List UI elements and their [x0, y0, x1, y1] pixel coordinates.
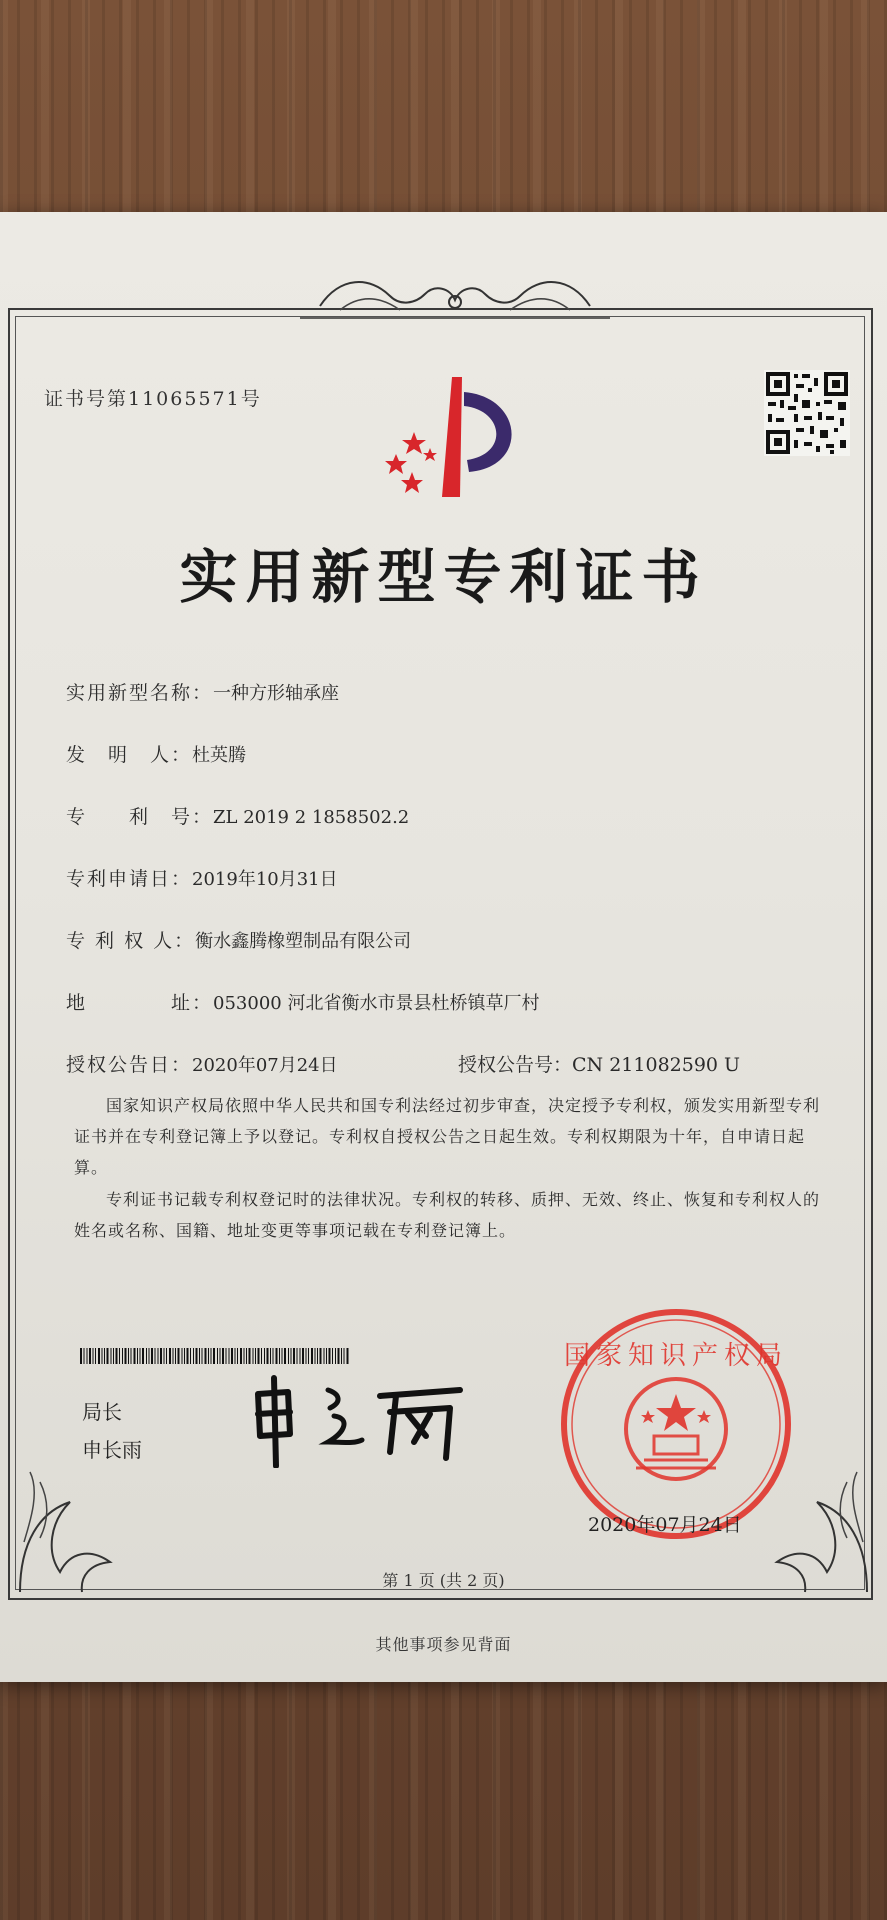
certificate-number: 证书号第11065571号: [44, 388, 262, 410]
field-label: 专 利 权 人：: [66, 930, 196, 952]
field-value: CN 211082590 U: [572, 1054, 741, 1076]
seal-date: 2020年07月24日: [588, 1514, 742, 1536]
field-label: 实用新型名称：: [66, 682, 214, 704]
field-grant-date: [66, 1050, 338, 1077]
field-value: 2019年10月31日: [192, 869, 338, 890]
field-inventor: [66, 740, 246, 767]
field-value: 一种方形轴承座: [213, 683, 340, 704]
field-label: 专 利 号：: [66, 806, 214, 828]
field-patentee: [66, 926, 411, 953]
handwritten-signature-icon: [250, 1372, 470, 1468]
field-label: 发 明 人：: [66, 744, 193, 766]
certificate-paper: [0, 212, 887, 1682]
qr-code-icon: [764, 370, 850, 456]
field-label: 授权公告日：: [66, 1054, 193, 1076]
see-back-note: 其他事项参见背面: [375, 1635, 512, 1654]
field-label: 地 址：: [66, 992, 214, 1014]
field-value: ZL 2019 2 1858502.2: [213, 807, 410, 828]
field-label: 专利申请日：: [66, 868, 193, 890]
cnipa-logo-icon: [374, 372, 544, 512]
director-title: 局长: [82, 1400, 122, 1424]
page-indicator: 第 1 页 (共 2 页): [382, 1571, 505, 1590]
seal-text: 国家知识产权局: [563, 1341, 789, 1371]
director-name: 申长雨: [82, 1438, 142, 1462]
field-value: 衡水鑫腾橡塑制品有限公司: [195, 931, 412, 952]
body-paragraph-legal-status: 专利证书记载专利权登记时的法律状况。专利权的转移、质押、无效、终止、恢复和专利权人的姓名或名称、国籍、地址变更等事项记载在专利登记簿上。: [74, 1190, 821, 1240]
top-ornament-icon: [300, 266, 610, 330]
field-patent-number: [66, 802, 409, 829]
field-address: [66, 988, 539, 1015]
field-application-date: [66, 864, 338, 891]
field-label: 授权公告号：: [458, 1054, 573, 1076]
body-paragraph-grant: 国家知识产权局依照中华人民共和国专利法经过初步审查，决定授予专利权，颁发实用新型专利证书并在专利登记簿上予以登记。专利权自授权公告之日起生效。专利权期限为十年，自申请日起算。: [74, 1096, 821, 1177]
certificate-title: 实用新型专利证书: [179, 543, 708, 611]
barcode-icon: [80, 1348, 350, 1364]
field-value: 053000 河北省衡水市景县杜桥镇草厂村: [213, 993, 540, 1014]
field-value: 2020年07月24日: [192, 1055, 338, 1076]
field-utility-model-name: [66, 678, 339, 705]
field-grant-number: [458, 1050, 740, 1077]
field-value: 杜英腾: [192, 745, 247, 766]
